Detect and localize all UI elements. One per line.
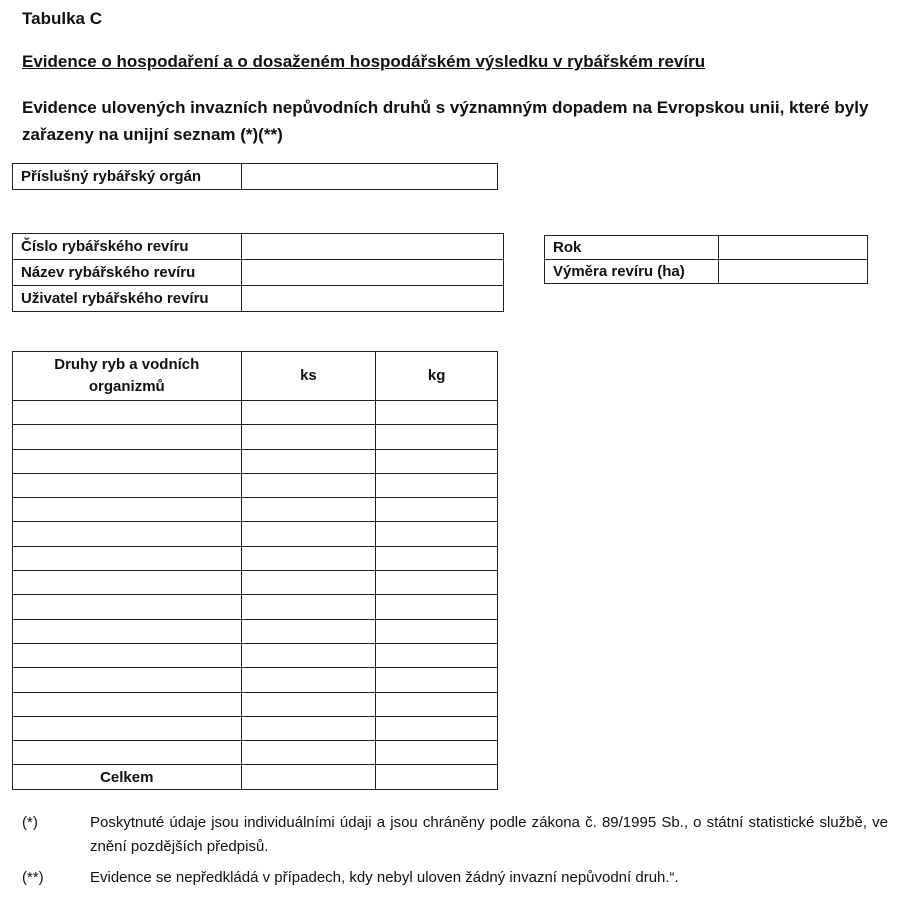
year-value[interactable] [719,236,868,260]
footnote-marker: (**) [22,869,44,886]
ks-cell[interactable] [241,571,376,595]
ks-cell[interactable] [241,619,376,643]
area-label: Výměra revíru (ha) [545,260,719,284]
table-row [13,643,498,667]
total-ks-cell[interactable] [241,765,376,789]
revir-number-value[interactable] [242,234,504,260]
ks-cell[interactable] [241,498,376,522]
revir-table [12,233,504,312]
footnote-1 [22,811,888,859]
footnote-text: Evidence se nepředkládá v případech, kdy nebyl uloven žádný invazní nepůvodní druh.“. [90,869,679,886]
kg-cell[interactable] [376,741,498,765]
table-row [13,571,498,595]
ks-cell[interactable] [241,401,376,425]
table-header-row [13,352,498,401]
table-row [545,260,868,284]
kg-cell[interactable] [376,571,498,595]
kg-cell[interactable] [376,522,498,546]
document-title: Evidence o hospodaření a o dosaženém hospodářském výsledku v rybářském revíru [22,52,706,71]
species-column-header: Druhy ryb a vodních organizmů [13,352,242,401]
total-label: Celkem [13,765,242,789]
table-row [13,449,498,473]
ks-cell[interactable] [241,668,376,692]
kg-cell[interactable] [376,643,498,667]
table-row [13,522,498,546]
species-cell[interactable] [13,668,242,692]
kg-cell[interactable] [376,716,498,740]
table-label: Tabulka C [22,9,102,28]
table-row [13,741,498,765]
revir-name-value[interactable] [242,260,504,286]
table-row [13,473,498,497]
catch-table-body [13,401,498,790]
species-cell[interactable] [13,473,242,497]
table-row [13,668,498,692]
kg-cell[interactable] [376,668,498,692]
footnote-2 [22,866,888,890]
ks-cell[interactable] [241,741,376,765]
species-cell[interactable] [13,619,242,643]
table-row [13,716,498,740]
ks-cell[interactable] [241,425,376,449]
species-cell[interactable] [13,571,242,595]
revir-name-label: Název rybářského revíru [13,260,242,286]
species-cell[interactable] [13,498,242,522]
revir-user-value[interactable] [242,286,504,312]
table-row [13,498,498,522]
table-row [545,236,868,260]
table-row [13,546,498,570]
table-row [13,425,498,449]
species-cell[interactable] [13,692,242,716]
ks-cell[interactable] [241,522,376,546]
species-cell[interactable] [13,401,242,425]
organ-value-cell[interactable] [242,164,498,190]
footnote-text: Poskytnuté údaje jsou individuálními údaji a jsou chráněny podle zákona č. 89/1995 Sb., o státní statistické službě, ve znění pozdějších předpisů. [90,814,888,855]
kg-cell[interactable] [376,619,498,643]
organ-table [12,163,498,190]
ks-cell[interactable] [241,595,376,619]
kg-cell[interactable] [376,425,498,449]
kg-cell[interactable] [376,692,498,716]
kg-cell[interactable] [376,473,498,497]
kg-cell[interactable] [376,595,498,619]
table-row [13,595,498,619]
total-kg-cell[interactable] [376,765,498,789]
revir-number-label: Číslo rybářského revíru [13,234,242,260]
organ-label: Příslušný rybářský orgán [13,164,242,190]
ks-cell[interactable] [241,449,376,473]
footnote-marker: (*) [22,814,38,831]
species-cell[interactable] [13,449,242,473]
ks-cell[interactable] [241,473,376,497]
total-row [13,765,498,789]
kg-column-header: kg [376,352,498,401]
ks-column-header: ks [241,352,376,401]
catch-table [12,351,498,790]
year-label: Rok [545,236,719,260]
table-row [13,401,498,425]
kg-cell[interactable] [376,401,498,425]
species-cell[interactable] [13,522,242,546]
kg-cell[interactable] [376,449,498,473]
ks-cell[interactable] [241,643,376,667]
table-row [13,286,504,312]
species-cell[interactable] [13,595,242,619]
ks-cell[interactable] [241,692,376,716]
year-area-table [544,235,868,284]
species-cell[interactable] [13,716,242,740]
document-subtitle: Evidence ulovených invazních nepůvodních druhů s významným dopadem na Evropskou unii, které byly zařazeny na unijní seznam (*)(**) [22,98,869,144]
species-cell[interactable] [13,425,242,449]
ks-cell[interactable] [241,546,376,570]
table-row [13,234,504,260]
species-cell[interactable] [13,546,242,570]
kg-cell[interactable] [376,498,498,522]
table-row [13,692,498,716]
kg-cell[interactable] [376,546,498,570]
species-cell[interactable] [13,741,242,765]
table-row [13,260,504,286]
table-row [13,164,498,190]
revir-user-label: Uživatel rybářského revíru [13,286,242,312]
table-row [13,619,498,643]
area-value[interactable] [719,260,868,284]
species-cell[interactable] [13,643,242,667]
ks-cell[interactable] [241,716,376,740]
